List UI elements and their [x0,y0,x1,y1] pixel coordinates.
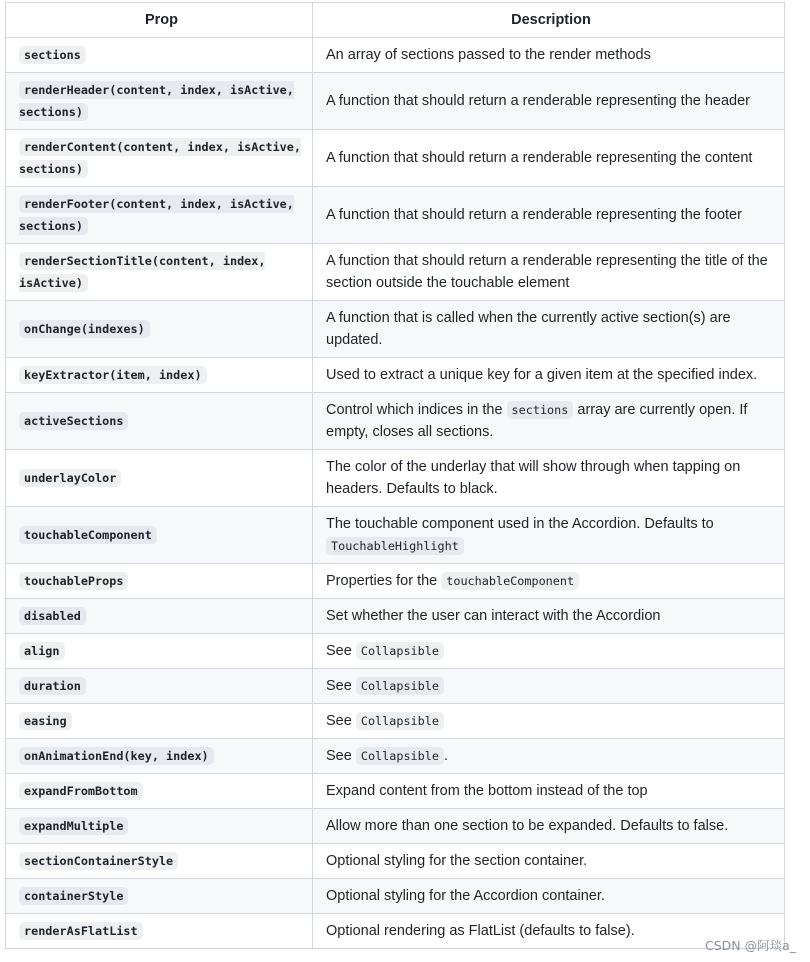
description-text: A function that should return a renderable representing the content [326,150,753,166]
table-row [6,450,785,507]
prop-cell [6,130,313,187]
prop-name: duration [19,677,86,695]
description-cell [313,599,785,634]
table-row [6,507,785,564]
table-row [6,844,785,879]
description-text: Properties for the [326,573,442,589]
description-cell [313,450,785,507]
prop-name: activeSections [19,412,128,430]
prop-name: underlayColor [19,469,121,487]
description-cell [313,774,785,809]
prop-cell [6,73,313,130]
prop-cell [6,914,313,949]
table-row [6,130,785,187]
prop-name: renderSectionTitle(content, index, isActive) [19,254,266,290]
description-cell [313,130,785,187]
table-row [6,187,785,244]
description-text: array are currently open. If empty, closes all sections. [326,402,748,440]
prop-name: easing [19,712,72,730]
description-cell [313,358,785,393]
table-row [6,914,785,949]
prop-name: renderContent(content, index, isActive, sections) [19,140,301,176]
description-cell [313,244,785,301]
prop-cell [6,634,313,669]
table-row [6,393,785,450]
description-cell [313,564,785,599]
table-row [6,809,785,844]
description-text: Used to extract a unique key for a given item at the specified index. [326,367,758,383]
description-text: Control which indices in the [326,402,507,418]
table-row [6,774,785,809]
prop-name: expandFromBottom [19,782,143,800]
prop-cell [6,187,313,244]
prop-cell [6,301,313,358]
watermark: CSDN @阿琰a_ [704,938,796,953]
prop-cell [6,669,313,704]
description-text: The color of the underlay that will show through when tapping on headers. Defaults to black. [326,459,741,497]
props-table [5,2,785,949]
header-prop: Prop [6,3,313,38]
prop-name: align [19,642,65,660]
description-cell [313,393,785,450]
table-row [6,564,785,599]
inline-code: touchableComponent [441,572,579,590]
prop-name: touchableProps [19,572,128,590]
description-text: Set whether the user can interact with the Accordion [326,608,661,624]
description-text: See [326,678,356,694]
prop-cell [6,507,313,564]
prop-cell [6,38,313,73]
description-cell [313,879,785,914]
table-row [6,879,785,914]
prop-name: renderAsFlatList [19,922,143,940]
inline-code: Collapsible [356,747,444,765]
inline-code: sections [507,401,574,419]
table-row [6,244,785,301]
table-body [6,38,785,949]
description-cell [313,73,785,130]
description-text: Expand content from the bottom instead of the top [326,783,648,799]
description-cell [313,634,785,669]
prop-cell [6,244,313,301]
description-cell [313,809,785,844]
inline-code: Collapsible [356,677,444,695]
description-cell [313,704,785,739]
prop-name: onAnimationEnd(key, index) [19,747,214,765]
prop-name: touchableComponent [19,526,157,544]
description-text: See [326,748,356,764]
description-cell [313,739,785,774]
table-row [6,301,785,358]
table-row [6,73,785,130]
description-text: A function that should return a renderable representing the footer [326,207,742,223]
inline-code: Collapsible [356,712,444,730]
table-row [6,704,785,739]
prop-cell [6,704,313,739]
inline-code: Collapsible [356,642,444,660]
prop-cell [6,844,313,879]
header-row [6,3,785,38]
table-row [6,599,785,634]
table-row [6,739,785,774]
inline-code: TouchableHighlight [326,537,464,555]
table-row [6,634,785,669]
description-text: A function that is called when the currently active section(s) are updated. [326,310,731,348]
description-text: . [443,748,449,764]
prop-cell [6,774,313,809]
description-cell [313,844,785,879]
description-text: See [326,643,356,659]
description-text: The touchable component used in the Accordion. Defaults to [326,516,714,532]
prop-cell [6,564,313,599]
table-row [6,38,785,73]
prop-name: keyExtractor(item, index) [19,366,207,384]
table-row [6,358,785,393]
prop-name: disabled [19,607,86,625]
prop-name: renderFooter(content, index, isActive, sections) [19,197,294,233]
description-cell [313,669,785,704]
description-cell [313,301,785,358]
description-text: A function that should return a renderable representing the header [326,93,751,109]
prop-name: sectionContainerStyle [19,852,178,870]
prop-name: containerStyle [19,887,128,905]
description-text: See [326,713,356,729]
description-cell [313,187,785,244]
description-cell [313,38,785,73]
description-text: Allow more than one section to be expanded. Defaults to false. [326,818,729,834]
table-row [6,669,785,704]
header-description: Description [313,3,785,38]
description-cell [313,507,785,564]
prop-cell [6,809,313,844]
description-text: A function that should return a renderable representing the title of the section outside the touchable element [326,253,768,291]
prop-cell [6,358,313,393]
prop-name: expandMultiple [19,817,128,835]
description-text: Optional rendering as FlatList (defaults to false). [326,923,635,939]
prop-name: sections [19,46,86,64]
prop-cell [6,599,313,634]
prop-name: onChange(indexes) [19,320,150,338]
prop-cell [6,739,313,774]
prop-cell [6,879,313,914]
description-text: Optional styling for the Accordion container. [326,888,605,904]
description-text: An array of sections passed to the render methods [326,47,651,63]
prop-cell [6,450,313,507]
prop-cell [6,393,313,450]
prop-name: renderHeader(content, index, isActive, sections) [19,83,294,119]
description-text: Optional styling for the section container. [326,853,588,869]
